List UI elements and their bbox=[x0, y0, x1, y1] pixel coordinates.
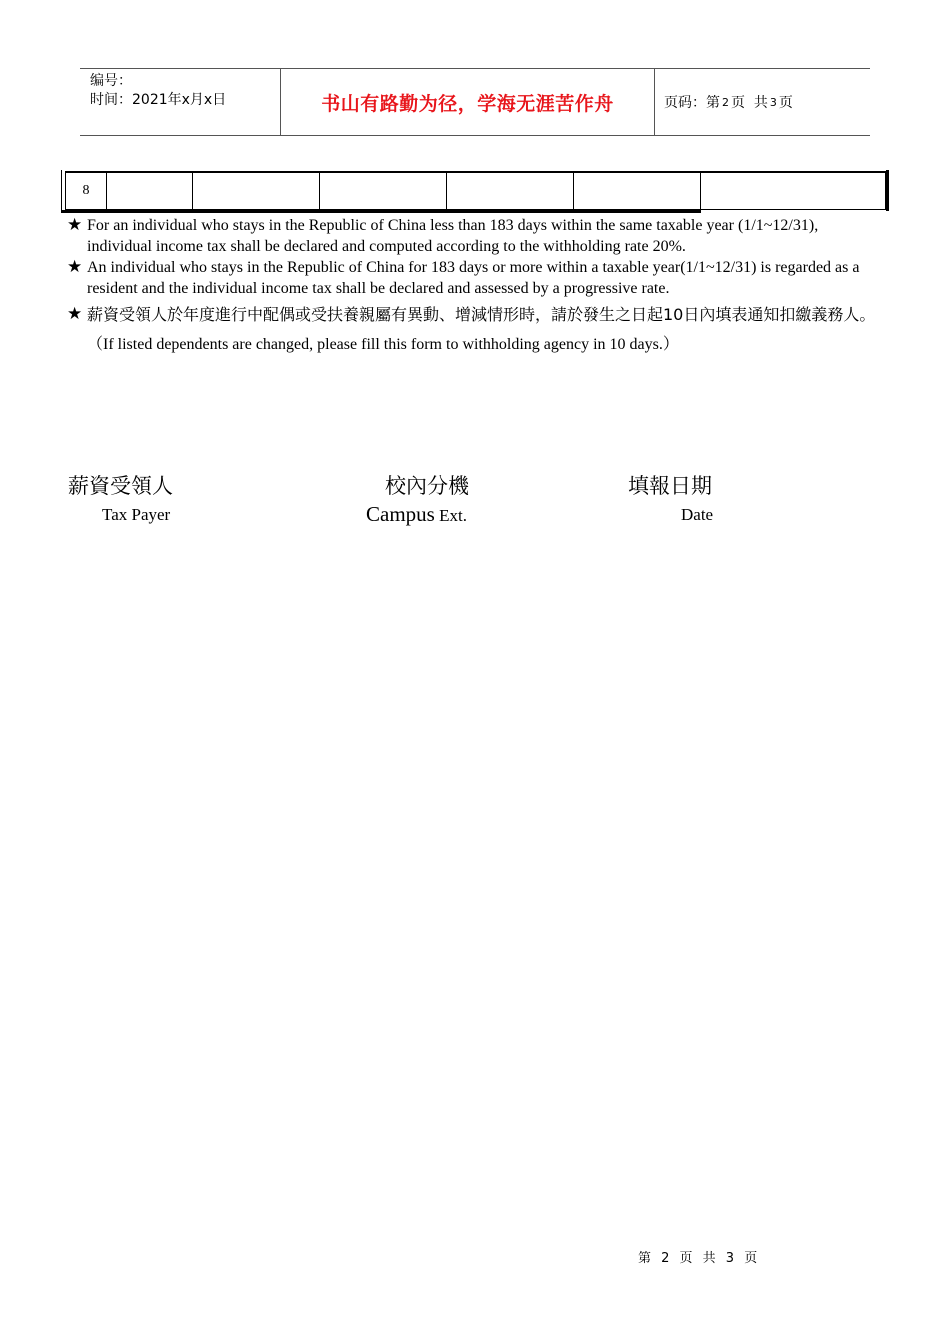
date-label-en: Date bbox=[681, 505, 714, 524]
star-icon: ★ bbox=[67, 257, 83, 277]
header-meta bbox=[80, 69, 281, 135]
chinese-note-english: （If listed dependents are changed, please fill this form to withholding agency in 10 days.） bbox=[87, 336, 679, 353]
campus-ext-label-en bbox=[366, 502, 467, 527]
note-resident bbox=[67, 257, 887, 299]
document-date-label: 时间：2021年x月x日 bbox=[90, 92, 227, 108]
dependents-table bbox=[61, 170, 889, 211]
table-cell[interactable] bbox=[193, 172, 320, 210]
ext-word: Ext. bbox=[439, 506, 467, 525]
note-dependents-change bbox=[67, 300, 887, 359]
dependents-grid bbox=[65, 171, 886, 210]
row-number-cell[interactable]: 8 bbox=[66, 172, 107, 210]
star-icon: ★ bbox=[67, 304, 83, 324]
note-text bbox=[87, 300, 887, 359]
notes-section bbox=[67, 215, 887, 359]
page-current: 2 bbox=[722, 95, 729, 109]
table-row bbox=[66, 172, 886, 210]
page-middle: 页 共 bbox=[731, 95, 768, 111]
campus-word: Campus bbox=[366, 502, 435, 526]
document-number-label: 编号： bbox=[90, 73, 132, 89]
note-nonresident bbox=[67, 215, 887, 257]
table-cell[interactable] bbox=[107, 172, 193, 210]
table-cell[interactable] bbox=[447, 172, 574, 210]
header-page-indicator bbox=[655, 69, 870, 135]
table-cell[interactable] bbox=[701, 172, 886, 210]
date-label-cn: 填報日期 bbox=[628, 474, 712, 498]
motto-text: 书山有路勤为径，学海无涯苦作舟 bbox=[321, 92, 614, 115]
table-border-right bbox=[886, 170, 889, 211]
page-suffix: 页 bbox=[778, 95, 793, 111]
table-border-left bbox=[61, 170, 62, 211]
table-cell[interactable] bbox=[320, 172, 447, 210]
campus-ext-label-cn: 校內分機 bbox=[385, 474, 469, 498]
table-bottom-rule bbox=[61, 210, 701, 213]
star-icon: ★ bbox=[67, 215, 83, 235]
note-text: An individual who stays in the Republic of China for 183 days or more within a taxable year(1/1~12/31) is regarded as a resident and the individual income tax shall be declared and assessed by a progressive rate. bbox=[87, 259, 860, 297]
page-footer: 第 2 页 共 3 页 bbox=[638, 1251, 759, 1266]
document-header bbox=[80, 68, 870, 136]
page-prefix: 页码：第 bbox=[664, 95, 720, 111]
header-motto bbox=[281, 69, 655, 135]
tax-payer-label-cn: 薪資受領人 bbox=[68, 474, 173, 498]
note-text: For an individual who stays in the Republic of China less than 183 days within the same taxable year (1/1~12/31), individual income tax shall be declared and computed according to the withholding rate 20%. bbox=[87, 217, 819, 255]
page-total: 3 bbox=[769, 95, 777, 109]
tax-payer-label-en: Tax Payer bbox=[102, 505, 171, 524]
table-cell[interactable] bbox=[574, 172, 701, 210]
chinese-note-text: 薪資受領人於年度進行中配偶或受扶養親屬有異動、增減情形時，請於發生之日起10日內填表通知扣繳義務人。 bbox=[87, 305, 876, 324]
